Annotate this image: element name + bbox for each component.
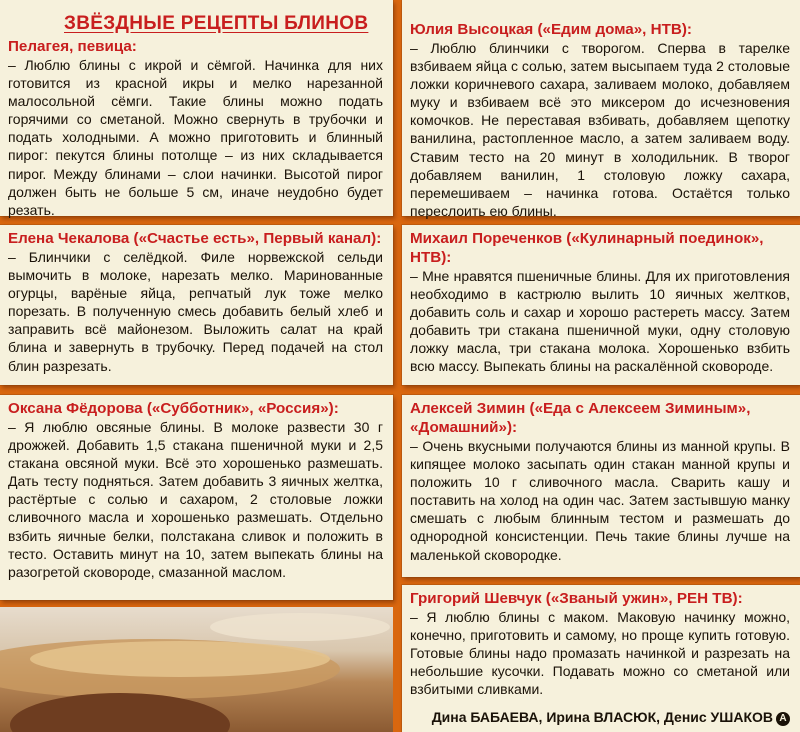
author-badge-icon: А	[776, 712, 790, 726]
pancakes-photo	[0, 607, 393, 732]
recipe-author: Григорий Шевчук («Званый ужин», РЕН ТВ):	[410, 590, 743, 607]
recipe-author: Алексей Зимин («Еда с Алексеем Зиминым», «Домашний»):	[410, 400, 751, 436]
article-authors	[432, 709, 790, 726]
recipe-text: – Блинчики с селёдкой. Филе норвежской сельди вымочить в молоке, нарезать мелко. Маринованные огурцы, варёные яйца, репчатый лук тоже мелко порезать. В полученную смесь добавить белый хлеб и заправить всё майонезом. Выложить салат на край блина и завернуть в трубочку. Перед подачей на стол блин разрезать.	[8, 249, 383, 374]
recipe-text: – Я люблю овсяные блины. В молоке развести 30 г дрожжей. Добавить 1,5 стакана пшеничной муки и 2,5 стакана овсяной муки. Всё это хорошенько размешать. Дать тесту подняться. Затем добавить 3 яичных желтка, растёртые с солью и сахаром, 2 столовые ложки сливочного масла и хорошенько размешать. Отдельно взбить яичные белки, полстакана сливок и положить в тесто. Оставить минут на 10, затем выпекать блины на разогретой сковороде, смазанной маслом.	[8, 419, 383, 580]
recipe-card-chekalova	[0, 225, 393, 385]
recipe-text: – Мне нравятся пшеничные блины. Для их приготовления необходимо в кастрюлю вылить 10 яичных желтков, добавить соль и сахар и хорошо растереть массу. Затем добавить три стакана пшеничной муки, одну столовую ложку масла, три стакана молока. Хорошенько взбить всю массу. Выпекать блины на раскалённой сковороде.	[410, 268, 790, 375]
recipe-card-shevchuk	[402, 585, 800, 732]
pancakes-illustration	[0, 607, 393, 732]
recipe-text: – Люблю блинчики с творогом. Сперва в тарелке взбиваем яйца с солью, затем высыпаем туда 2 столовые ложки коричневого сахара, заливаем молоко, добавляем муку и взбиваем всё это миксером до исчезновения комочков. Не переставая взбивать, добавляем щепотку ванилина, растопленное масло, а затем заливаем воду. Ставим тесто на 20 минут в холодильник. В творог добавляем ванилин, 1 столовую ложку сахара, перемешиваем – начинка готова. Остаётся только переслоить ею блины.	[410, 40, 790, 219]
recipe-author: Елена Чекалова («Счастье есть», Первый канал):	[8, 230, 382, 247]
recipe-card-pelageya	[0, 0, 393, 216]
recipe-author: Пелагея, певица:	[8, 38, 137, 55]
recipe-author: Юлия Высоцкая («Едим дома», НТВ):	[410, 21, 692, 38]
recipe-card-porechenkov	[402, 225, 800, 385]
recipe-text: – Люблю блины с икрой и сёмгой. Начинка для них готовится из красной икры и мелко нарезанной малосольной сёмги. Такие блины можно подать горячими со сметаной. Можно свернуть в трубочки и подать холодными. А можно приготовить и блинный пирог: пекутся блины потолще – из них складывается пирог. Между блинами – слои начинки. Высотой пирог должен быть не больше 5 см, иначе неудобно будет резать.	[8, 57, 383, 218]
recipe-text: – Я люблю блины с маком. Маковую начинку можно, конечно, приготовить и самому, но проще купить готовую. Готовые блины надо промазать начинкой и разрезать на небольшие кусочки. Подавать можно со сметаной или взбитыми сливками.	[410, 609, 790, 698]
recipe-text: – Очень вкусными получаются блины из манной крупы. В кипящее молоко засыпать один стакан манной крупы и положить 10 г сливочного масла. Сварить кашу и поставить на холод на один час. Затем застывшую манку смешать с любым блинным тестом и размешать до однородной консистенции. Печь такие блины лучше на маленькой сковородке.	[410, 438, 790, 563]
recipe-card-fedorova	[0, 395, 393, 600]
recipe-author: Михаил Пореченков («Кулинарный поединок», НТВ):	[410, 230, 764, 266]
recipe-author: Оксана Фёдорова («Субботник», «Россия»):	[8, 400, 339, 417]
authors-names: Дина БАБАЕВА, Ирина ВЛАСЮК, Денис УШАКОВ	[431, 709, 773, 725]
recipe-card-zimin	[402, 395, 800, 577]
page-title: ЗВЁЗДНЫЕ РЕЦЕПТЫ БЛИНОВ	[64, 13, 369, 34]
recipe-card-vysotskaya	[402, 0, 800, 219]
